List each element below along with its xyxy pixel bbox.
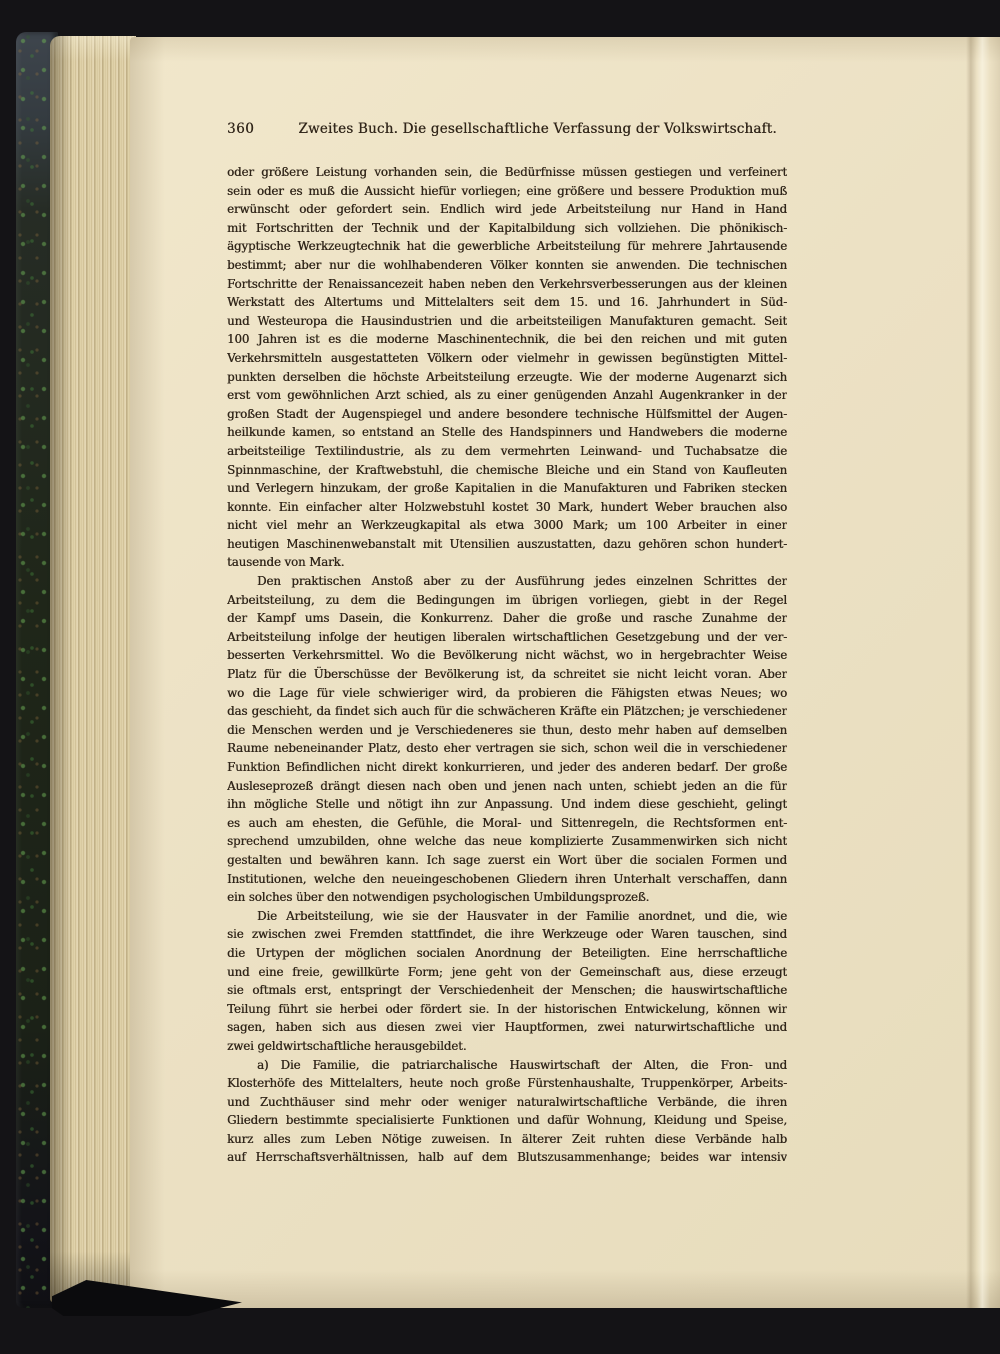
text-line: sein oder es muß die Aussicht hiefür vorliegen; eine größere und bessere Produktion muß bbox=[227, 183, 787, 198]
text-line: Spinnmaschine, der Kraftwebstuhl, die chemische Bleiche und ein Stand von Kaufleuten bbox=[227, 462, 787, 477]
text-line: erwünscht oder gefordert sein. Endlich wird jede Arbeitsteilung nur Hand in Hand bbox=[227, 202, 787, 217]
text-line: besserten Verkehrsmittel. Wo die Bevölkerung nicht wächst, wo in hergebrachter Weise bbox=[227, 648, 787, 663]
text-line: ein solches über den notwendigen psychologischen Umbildungsprozeß. bbox=[227, 890, 650, 905]
page-fold-shadow bbox=[966, 37, 1000, 1308]
paragraph bbox=[227, 572, 787, 907]
text-line: der Kampf ums Dasein, die Konkurrenz. Daher die große und rasche Zunahme der bbox=[227, 611, 787, 626]
text-line: kurz alles zum Leben Nötige zuweisen. In älterer Zeit ruhten diese Verbände halb bbox=[227, 1131, 787, 1146]
page-header bbox=[227, 121, 787, 137]
text-line: ägyptische Werkzeugtechnik hat die gewerbliche Arbeitsteilung für mehrere Jahrtausende bbox=[227, 239, 787, 254]
text-line: konnte. Ein einfacher alter Holzwebstuhl kostet 30 Mark, hundert Weber brauchen also bbox=[227, 499, 787, 514]
text-line: Teilung führt sie herbei oder fördert sie. In der historischen Entwickelung, können wir bbox=[227, 1001, 787, 1016]
text-line: und Westeuropa die Hausindustrien und die arbeitsteiligen Manufakturen gemacht. Seit bbox=[227, 313, 787, 328]
text-line: das geschieht, da findet sich auch für die schwächeren Kräfte ein Plätzchen; je verschiedener bbox=[227, 704, 787, 719]
text-line: wo die Lage für viele schwieriger wird, da probieren die Fähigsten etwas Neues; wo bbox=[227, 685, 787, 700]
running-title: Zweites Buch. Die gesellschaftliche Verfassung der Volkswirtschaft. bbox=[298, 121, 777, 137]
text-line: die Menschen werden und je Verschiedeneres sie thun, desto mehr haben auf demselben bbox=[227, 722, 787, 737]
text-line: 100 Jahren ist es die moderne Maschinentechnik, die bei den reichen und mit guten bbox=[227, 332, 787, 347]
text-line: und eine freie, gewillkürte Form; jene geht von der Gemeinschaft aus, diese erzeugt bbox=[227, 964, 787, 979]
text-line: sie oftmals erst, entspringt der Verschiedenheit der Menschen; die hauswirtschaftliche bbox=[227, 983, 787, 998]
text-line: Verkehrsmitteln ausgestatteten Völkern oder vielmehr in gewissen begünstigten Mittel- bbox=[227, 350, 787, 365]
paragraph bbox=[227, 163, 787, 572]
text-line: und Verlegern hinzukam, der große Kapitalien in die Manufakturen und Fabriken stecken bbox=[227, 481, 787, 496]
text-line: tausende von Mark. bbox=[227, 555, 345, 570]
text-line: sie zwischen zwei Fremden stattfindet, die ihre Werkzeuge oder Waren tauschen, sind bbox=[227, 927, 787, 942]
text-line: nicht viel mehr an Werkzeugkapital als etwa 3000 Mark; um 100 Arbeiter in einer bbox=[227, 518, 787, 533]
text-line: Die Arbeitsteilung, wie sie der Hausvater in der Familie anordnet, und die, wie bbox=[257, 908, 787, 923]
text-line: heilkunde kamen, so entstand an Stelle des Handspinners und Handwebers die moderne bbox=[227, 425, 787, 440]
text-line: zwei geldwirtschaftliche herausgebildet. bbox=[227, 1038, 467, 1053]
text-line: punkten derselben die höchste Arbeitsteilung erzeugte. Wie der moderne Augenarzt sich bbox=[227, 369, 787, 384]
text-line: die Urtypen der möglichen socialen Anordnung der Beteiligten. Eine herrschaftliche bbox=[227, 945, 787, 960]
text-line: Arbeitsteilung infolge der heutigen liberalen wirtschaftlichen Gesetzgebung und der ver- bbox=[227, 629, 787, 644]
body-text bbox=[227, 163, 787, 1167]
text-line: großen Stadt der Augenspiegel und andere besondere technische Hülfsmittel der Augen- bbox=[227, 406, 787, 421]
text-line: Funktion Befindlichen nicht direkt konkurrieren, und jeder des anderen bedarf. Der große bbox=[227, 760, 787, 774]
text-line: ihn mögliche Stelle und nötigt ihn zur Anpassung. Und indem diese geschieht, gelingt bbox=[227, 797, 787, 812]
text-line: sagen, haben sich aus diesen zwei vier Hauptformen, zwei naturwirtschaftliche und bbox=[227, 1020, 787, 1035]
text-line: Platz für die Überschüsse der Bevölkerung ist, da schreitet sie nicht leicht voran. Aber bbox=[227, 667, 787, 682]
text-line: Ausleseprozeß drängt diesen nach oben und jenen nach unten, schiebt jeden an die für bbox=[227, 778, 787, 793]
paragraph bbox=[227, 907, 787, 1056]
text-line: Werkstatt des Altertums und Mittelalters seit dem 15. und 16. Jahrhundert in Süd- bbox=[227, 295, 787, 310]
text-line: gestalten und bewähren kann. Ich sage zuerst ein Wort über die socialen Formen und bbox=[227, 852, 787, 867]
page-edges-stack bbox=[50, 36, 136, 1302]
text-line: arbeitsteilige Textilindustrie, als zu dem vermehrten Leinwand- und Tuchabsatze die bbox=[227, 443, 787, 458]
text-line: auf Herrschaftsverhältnissen, halb auf dem Blutszusammenhange; beides war intensiv bbox=[227, 1150, 787, 1165]
text-line: mit Fortschritten der Technik und der Kapitalbildung sich vollziehen. Die phönikisch- bbox=[227, 220, 787, 235]
text-line: erst vom gewöhnlichen Arzt schied, als zu einer genügenden Anzahl Augenkranker in der bbox=[227, 388, 787, 403]
text-line: Raume nebeneinander Platz, desto eher vertragen sie sich, schon weil die in verschiedener bbox=[227, 741, 787, 756]
text-line: Fortschritte der Renaissancezeit haben neben den Verkehrsverbesserungen aus der kleinen bbox=[227, 276, 787, 291]
text-line: und Zuchthäuser sind mehr oder weniger naturalwirtschaftliche Verbände, die ihren bbox=[227, 1094, 787, 1109]
text-line: Arbeitsteilung, zu dem die Bedingungen im übrigen vorliegen, giebt in der Regel bbox=[227, 592, 787, 607]
text-line: es auch am ehesten, die Gefühle, die Moral- und Sittenregeln, die Rechtsformen ent- bbox=[227, 815, 787, 830]
text-line: oder größere Leistung vorhanden sein, die Bedürfnisse müssen gestiegen und verfeinert bbox=[227, 165, 787, 179]
paragraph bbox=[227, 1056, 787, 1168]
text-line: Den praktischen Anstoß aber zu der Ausführung jedes einzelnen Schrittes der bbox=[257, 574, 787, 589]
text-line: bestimmt; aber nur die wohlhabenderen Völker konnten sie anwenden. Die technischen bbox=[227, 257, 787, 272]
text-line: Gliedern bestimmte specialisierte Funktionen und dafür Wohnung, Kleidung und Speise, bbox=[227, 1113, 787, 1128]
book-page bbox=[130, 37, 1000, 1308]
text-line: Klosterhöfe des Mittelalters, heute noch große Fürstenhaushalte, Truppenkörper, Arbeits- bbox=[227, 1076, 787, 1091]
page-number: 360 bbox=[227, 121, 255, 137]
text-line: a) Die Familie, die patriarchalische Hauswirtschaft der Alten, die Fron- und bbox=[257, 1057, 787, 1072]
text-line: Institutionen, welche den neueingeschobenen Gliedern ihren Unterhalt verschaffen, dann bbox=[227, 871, 787, 886]
text-line: heutigen Maschinenwebanstalt mit Utensilien auszustatten, dazu gehören schon hundert- bbox=[227, 536, 787, 551]
text-line: sprechend umzubilden, ohne welche das neue komplizierte Zusammenwirken sich nicht bbox=[227, 834, 787, 849]
